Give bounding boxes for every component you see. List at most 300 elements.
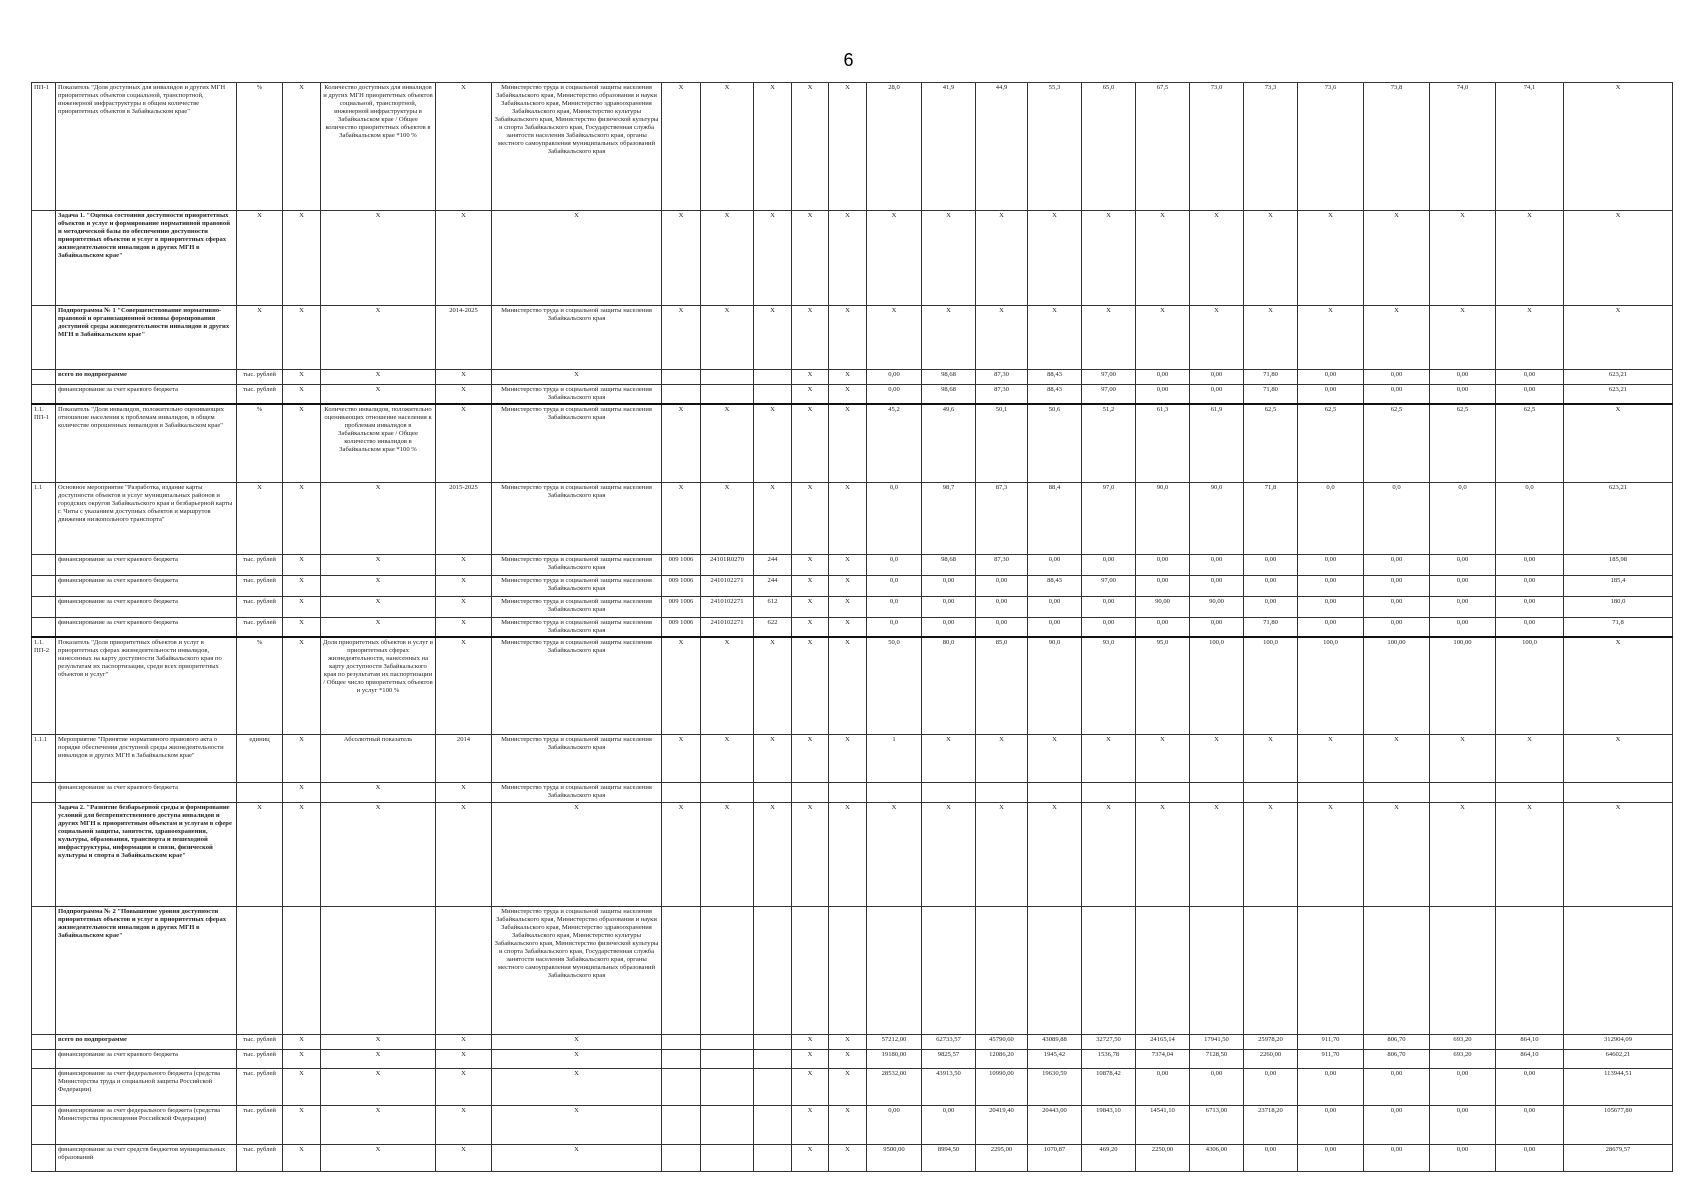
cell-calc-method: Х (321, 803, 436, 907)
cell-year-value-6: 90,0 (1136, 482, 1190, 554)
cell-year-value-4: 20443,00 (1028, 1106, 1082, 1145)
cell-responsible: Министерство труда и социальной защиты населения Забайкальского края (492, 385, 662, 405)
cell-row-code (32, 907, 56, 1035)
table-row (32, 803, 1673, 907)
cell-year-value-12: 0,00 (1496, 1145, 1564, 1172)
cell-year-value-5 (1082, 907, 1136, 1035)
cell-period: Х (436, 83, 492, 211)
cell-item-name: всего по подпрограмме (56, 1035, 237, 1050)
cell-kbk-type: 244 (754, 575, 792, 596)
table-row (32, 1145, 1673, 1172)
cell-year-value-7: 6713,00 (1190, 1106, 1244, 1145)
cell-year-value-2: 8994,50 (922, 1145, 976, 1172)
cell-total-value: Х (1564, 803, 1673, 907)
cell-year-value-5: 65,0 (1082, 83, 1136, 211)
cell-responsible: Министерство труда и социальной защиты населения Забайкальского края (492, 404, 662, 482)
cell-year-value-8: 25978,20 (1244, 1035, 1298, 1050)
cell-kbk-target: Х (701, 735, 754, 783)
cell-year-value-11: 0,00 (1430, 1145, 1496, 1172)
cell-year-value-4: 0,00 (1028, 554, 1082, 575)
cell-period: Х (436, 211, 492, 306)
cell-kbk-type: 612 (754, 596, 792, 617)
cell-year-value-11: Х (1430, 306, 1496, 370)
cell-col-x3: Х (829, 385, 867, 405)
cell-year-value-3: 12086,20 (976, 1050, 1028, 1069)
cell-row-code (32, 803, 56, 907)
cell-year-value-6 (1136, 783, 1190, 803)
cell-col-x1: Х (283, 575, 321, 596)
cell-year-value-6: Х (1136, 803, 1190, 907)
cell-year-value-3: 45790,60 (976, 1035, 1028, 1050)
cell-year-value-7: Х (1190, 211, 1244, 306)
cell-unit: Х (237, 211, 283, 306)
cell-responsible: Х (492, 1069, 662, 1106)
cell-year-value-8: Х (1244, 306, 1298, 370)
cell-year-value-2: 43913,50 (922, 1069, 976, 1106)
cell-year-value-10 (1364, 783, 1430, 803)
cell-year-value-7: 17941,50 (1190, 1035, 1244, 1050)
cell-year-value-12: 0,00 (1496, 554, 1564, 575)
cell-period: Х (436, 803, 492, 907)
cell-row-code (32, 575, 56, 596)
cell-year-value-11: 0,00 (1430, 370, 1496, 385)
cell-year-value-8: 0,00 (1244, 1145, 1298, 1172)
cell-year-value-1: 0,0 (867, 482, 922, 554)
cell-year-value-1: 28,0 (867, 83, 922, 211)
cell-year-value-9: 62,5 (1298, 404, 1364, 482)
table-row (32, 617, 1673, 637)
cell-kbk-type (754, 370, 792, 385)
cell-year-value-5: 10878,42 (1082, 1069, 1136, 1106)
cell-unit: тыс. рублей (237, 554, 283, 575)
cell-total-value: Х (1564, 637, 1673, 735)
table-row (32, 735, 1673, 783)
cell-responsible: Министерство труда и социальной защиты населения Забайкальского края (492, 735, 662, 783)
cell-year-value-8: Х (1244, 211, 1298, 306)
cell-col-x2: Х (792, 554, 829, 575)
cell-col-x3: Х (829, 1069, 867, 1106)
cell-total-value: Х (1564, 83, 1673, 211)
cell-col-x2: Х (792, 637, 829, 735)
cell-year-value-5: 97,00 (1082, 575, 1136, 596)
cell-kbk-section: 009 1006 (662, 596, 701, 617)
cell-kbk-target (701, 907, 754, 1035)
cell-unit: % (237, 404, 283, 482)
cell-kbk-target (701, 385, 754, 405)
cell-col-x3: Х (829, 1106, 867, 1145)
cell-responsible: Х (492, 370, 662, 385)
cell-year-value-12: 0,0 (1496, 482, 1564, 554)
cell-item-name: финансирование за счет краевого бюджета (56, 554, 237, 575)
cell-kbk-type: Х (754, 83, 792, 211)
cell-year-value-9: Х (1298, 211, 1364, 306)
cell-row-code (32, 596, 56, 617)
cell-col-x2: Х (792, 803, 829, 907)
cell-year-value-7: 100,0 (1190, 637, 1244, 735)
cell-year-value-1: 57212,00 (867, 1035, 922, 1050)
cell-year-value-3: 87,30 (976, 554, 1028, 575)
cell-col-x3: Х (829, 370, 867, 385)
cell-col-x3: Х (829, 617, 867, 637)
cell-responsible: Министерство труда и социальной защиты населения Забайкальского края, Министерство образования и науки Забайкальского края, Министерство здравоохранения Забайкальского края, Министерство культуры Забайкальского края, Министерство физической культуры и спорта Забайкальского края, Государственная служба занятости населения Забайкальского края, органы местного самоуправления муниципальных образований Забайкальского края (492, 83, 662, 211)
cell-col-x3: Х (829, 554, 867, 575)
cell-year-value-6: 0,00 (1136, 554, 1190, 575)
cell-year-value-2: 9825,57 (922, 1050, 976, 1069)
cell-period: Х (436, 783, 492, 803)
cell-year-value-12: 100,0 (1496, 637, 1564, 735)
cell-col-x1: Х (283, 211, 321, 306)
cell-period: Х (436, 1145, 492, 1172)
cell-col-x2: Х (792, 596, 829, 617)
cell-year-value-6: 14541,10 (1136, 1106, 1190, 1145)
cell-responsible: Министерство труда и социальной защиты населения Забайкальского края (492, 575, 662, 596)
cell-year-value-10: 62,5 (1364, 404, 1430, 482)
cell-year-value-1: 28532,00 (867, 1069, 922, 1106)
cell-year-value-11: 0,00 (1430, 1106, 1496, 1145)
cell-kbk-type: Х (754, 211, 792, 306)
cell-row-code: 1.1.1 (32, 735, 56, 783)
cell-row-code (32, 554, 56, 575)
cell-year-value-7: 0,00 (1190, 1069, 1244, 1106)
cell-item-name: финансирование за счет краевого бюджета (56, 617, 237, 637)
cell-kbk-type (754, 1050, 792, 1069)
cell-year-value-7: Х (1190, 306, 1244, 370)
cell-period: Х (436, 385, 492, 405)
cell-year-value-11 (1430, 907, 1496, 1035)
cell-col-x1: Х (283, 482, 321, 554)
cell-total-value (1564, 907, 1673, 1035)
cell-period: 2014 (436, 735, 492, 783)
cell-year-value-7 (1190, 783, 1244, 803)
cell-col-x3: Х (829, 1035, 867, 1050)
cell-year-value-3: 87,3 (976, 482, 1028, 554)
cell-kbk-type (754, 907, 792, 1035)
cell-row-code: 1.1 (32, 482, 56, 554)
cell-year-value-6: 7374,04 (1136, 1050, 1190, 1069)
cell-year-value-7: 7128,50 (1190, 1050, 1244, 1069)
cell-col-x1: Х (283, 1106, 321, 1145)
cell-total-value: Х (1564, 306, 1673, 370)
cell-year-value-3: 44,9 (976, 83, 1028, 211)
cell-year-value-11: Х (1430, 211, 1496, 306)
cell-row-code (32, 1145, 56, 1172)
cell-responsible: Министерство труда и социальной защиты населения Забайкальского края (492, 617, 662, 637)
cell-unit: тыс. рублей (237, 1069, 283, 1106)
cell-year-value-11: 0,0 (1430, 482, 1496, 554)
cell-kbk-target: Х (701, 306, 754, 370)
cell-calc-method: Доля приоритетных объектов и услуг в приоритетных сферах жизнедеятельности, нанесенных на карту доступности Забайкальского края по результатам их паспортизации / Общее число приоритетных объектов и услуг *100 % (321, 637, 436, 735)
cell-unit: тыс. рублей (237, 1145, 283, 1172)
cell-responsible: Х (492, 803, 662, 907)
cell-year-value-2: Х (922, 735, 976, 783)
cell-item-name: финансирование за счет федерального бюджета (средства Министерства труда и социальной защиты Российской Федерации) (56, 1069, 237, 1106)
cell-year-value-3: 2295,00 (976, 1145, 1028, 1172)
cell-period: Х (436, 637, 492, 735)
cell-col-x3: Х (829, 735, 867, 783)
cell-year-value-8: 23718,20 (1244, 1106, 1298, 1145)
cell-col-x3: Х (829, 306, 867, 370)
cell-year-value-4: 88,43 (1028, 370, 1082, 385)
cell-unit: тыс. рублей (237, 370, 283, 385)
cell-kbk-section (662, 783, 701, 803)
cell-col-x2: Х (792, 735, 829, 783)
cell-row-code: 1.1. ПП-1 (32, 404, 56, 482)
cell-col-x1: Х (283, 370, 321, 385)
cell-item-name: Показатель "Доля доступных для инвалидов и других МГН приоритетных объектов социальной, транспортной, инженерной инфраструктуры в общем количестве приоритетных объектов в Забайкальском крае" (56, 83, 237, 211)
cell-year-value-2: 98,68 (922, 554, 976, 575)
cell-col-x2: Х (792, 1069, 829, 1106)
cell-col-x3: Х (829, 83, 867, 211)
cell-total-value: 623,21 (1564, 482, 1673, 554)
cell-col-x3: Х (829, 404, 867, 482)
cell-year-value-3: 87,30 (976, 370, 1028, 385)
cell-kbk-target: 2410102271 (701, 617, 754, 637)
cell-kbk-type (754, 1106, 792, 1145)
cell-year-value-2: Х (922, 211, 976, 306)
cell-calc-method: Х (321, 1069, 436, 1106)
cell-calc-method: Х (321, 370, 436, 385)
cell-year-value-10: 0,00 (1364, 1145, 1430, 1172)
cell-kbk-section: Х (662, 211, 701, 306)
cell-kbk-section: Х (662, 482, 701, 554)
cell-col-x3 (829, 907, 867, 1035)
cell-year-value-7: 90,0 (1190, 482, 1244, 554)
cell-year-value-1 (867, 907, 922, 1035)
cell-total-value: 623,21 (1564, 385, 1673, 405)
cell-year-value-11: 0,00 (1430, 1069, 1496, 1106)
cell-col-x1: Х (283, 1050, 321, 1069)
cell-year-value-1: 45,2 (867, 404, 922, 482)
cell-kbk-section: Х (662, 83, 701, 211)
cell-year-value-5: 93,0 (1082, 637, 1136, 735)
cell-kbk-type (754, 1069, 792, 1106)
cell-year-value-3: 10990,00 (976, 1069, 1028, 1106)
cell-col-x3: Х (829, 575, 867, 596)
table-row (32, 404, 1673, 482)
cell-year-value-5: Х (1082, 306, 1136, 370)
cell-col-x2: Х (792, 83, 829, 211)
cell-year-value-9: 0,00 (1298, 385, 1364, 405)
cell-year-value-5: 97,00 (1082, 385, 1136, 405)
cell-kbk-section (662, 1069, 701, 1106)
cell-col-x1: Х (283, 83, 321, 211)
cell-kbk-target: Х (701, 482, 754, 554)
cell-kbk-target: 24101R0270 (701, 554, 754, 575)
cell-year-value-5: 0,00 (1082, 617, 1136, 637)
cell-year-value-2: Х (922, 803, 976, 907)
cell-year-value-4: 19630,59 (1028, 1069, 1082, 1106)
cell-year-value-2: 0,00 (922, 1106, 976, 1145)
cell-item-name: Подпрограмма № 2 "Повышение уровня доступности приоритетных объектов и услуг в приоритетных сферах жизнедеятельности инвалидов и других МГН в Забайкальском крае" (56, 907, 237, 1035)
cell-year-value-1: 50,0 (867, 637, 922, 735)
cell-year-value-3: 0,00 (976, 596, 1028, 617)
cell-year-value-10: 806,70 (1364, 1035, 1430, 1050)
cell-item-name: финансирование за счет средств бюджетов муниципальных образований (56, 1145, 237, 1172)
cell-year-value-3: 20419,40 (976, 1106, 1028, 1145)
cell-col-x3: Х (829, 211, 867, 306)
cell-year-value-1: 0,00 (867, 385, 922, 405)
table-row (32, 211, 1673, 306)
cell-year-value-10: 0,00 (1364, 575, 1430, 596)
cell-kbk-target (701, 783, 754, 803)
table-row (32, 575, 1673, 596)
cell-kbk-target: Х (701, 637, 754, 735)
cell-year-value-11: 0,00 (1430, 617, 1496, 637)
cell-kbk-type: Х (754, 803, 792, 907)
cell-item-name: Задача 2. "Развитие безбарьерной среды и формирование условий для беспрепятственного доступа инвалидов и других МГН к приоритетным объектам и услугам в сфере социальной защиты, занятости, здравоохранения, культуры, образования, транспорта и пешеходной инфраструктуры, информации и связи, физической культуры и спорта в Забайкальском крае" (56, 803, 237, 907)
cell-year-value-5: 32727,50 (1082, 1035, 1136, 1050)
cell-row-code (32, 1050, 56, 1069)
cell-year-value-8 (1244, 907, 1298, 1035)
cell-year-value-11: Х (1430, 735, 1496, 783)
cell-kbk-target: 2410102271 (701, 596, 754, 617)
cell-item-name: Мероприятие "Принятие нормативного правового акта о порядке обеспечения доступной среды жизнедеятельности инвалидов и других МГН в Забайкальском крае" (56, 735, 237, 783)
cell-year-value-10: 0,00 (1364, 1069, 1430, 1106)
cell-col-x3: Х (829, 637, 867, 735)
cell-year-value-2: 98,68 (922, 385, 976, 405)
cell-row-code (32, 370, 56, 385)
cell-total-value: 28679,57 (1564, 1145, 1673, 1172)
cell-year-value-12 (1496, 907, 1564, 1035)
cell-item-name: финансирование за счет краевого бюджета (56, 783, 237, 803)
cell-unit: % (237, 637, 283, 735)
cell-calc-method: Х (321, 783, 436, 803)
cell-year-value-3: Х (976, 306, 1028, 370)
cell-item-name: финансирование за счет федерального бюджета (средства Министерства просвещения Российской Федерации) (56, 1106, 237, 1145)
cell-year-value-6: Х (1136, 735, 1190, 783)
cell-year-value-9: 0,00 (1298, 554, 1364, 575)
cell-year-value-2: 41,9 (922, 83, 976, 211)
cell-responsible: Х (492, 1145, 662, 1172)
cell-col-x1: Х (283, 735, 321, 783)
cell-col-x2: Х (792, 385, 829, 405)
cell-unit (237, 907, 283, 1035)
cell-year-value-7: 73,0 (1190, 83, 1244, 211)
cell-row-code: 1.1. ПП-2 (32, 637, 56, 735)
cell-year-value-5: Х (1082, 735, 1136, 783)
cell-item-name: Показатель "Доля инвалидов, положительно оценивающих отношение населения к проблемам инвалидов, в общем количестве опрошенных инвалидов в Забайкальском крае" (56, 404, 237, 482)
cell-calc-method: Х (321, 1106, 436, 1145)
cell-year-value-9: Х (1298, 735, 1364, 783)
cell-year-value-3 (976, 907, 1028, 1035)
cell-year-value-9: 0,00 (1298, 1106, 1364, 1145)
cell-year-value-4: Х (1028, 803, 1082, 907)
cell-col-x2: Х (792, 370, 829, 385)
cell-year-value-1: 1 (867, 735, 922, 783)
cell-year-value-10: 0,00 (1364, 1106, 1430, 1145)
cell-year-value-9: 100,0 (1298, 637, 1364, 735)
cell-year-value-4: 0,00 (1028, 617, 1082, 637)
cell-col-x1: Х (283, 1069, 321, 1106)
cell-col-x2: Х (792, 306, 829, 370)
cell-col-x1: Х (283, 1035, 321, 1050)
cell-total-value: 185,98 (1564, 554, 1673, 575)
cell-calc-method: Х (321, 1145, 436, 1172)
cell-total-value: 71,8 (1564, 617, 1673, 637)
cell-year-value-3: 0,00 (976, 575, 1028, 596)
cell-year-value-6: 0,00 (1136, 385, 1190, 405)
cell-year-value-5: 97,0 (1082, 482, 1136, 554)
cell-total-value: 180,0 (1564, 596, 1673, 617)
cell-year-value-9 (1298, 907, 1364, 1035)
cell-year-value-7: 0,00 (1190, 385, 1244, 405)
cell-year-value-6 (1136, 907, 1190, 1035)
cell-year-value-2: 49,6 (922, 404, 976, 482)
cell-unit: тыс. рублей (237, 617, 283, 637)
cell-calc-method: Х (321, 1050, 436, 1069)
cell-kbk-type: Х (754, 306, 792, 370)
cell-year-value-5: 19843,10 (1082, 1106, 1136, 1145)
cell-year-value-2: 0,00 (922, 575, 976, 596)
cell-col-x1: Х (283, 803, 321, 907)
cell-col-x3 (829, 783, 867, 803)
cell-year-value-3: Х (976, 211, 1028, 306)
cell-unit: тыс. рублей (237, 1050, 283, 1069)
cell-year-value-2: 62733,57 (922, 1035, 976, 1050)
cell-responsible: Министерство труда и социальной защиты населения Забайкальского края (492, 783, 662, 803)
cell-unit: Х (237, 482, 283, 554)
cell-calc-method: Х (321, 617, 436, 637)
cell-year-value-8: 71,80 (1244, 370, 1298, 385)
cell-calc-method (321, 907, 436, 1035)
cell-year-value-5: 97,00 (1082, 370, 1136, 385)
cell-year-value-3: Х (976, 735, 1028, 783)
cell-year-value-10: 0,00 (1364, 370, 1430, 385)
cell-total-value: Х (1564, 404, 1673, 482)
cell-kbk-section (662, 1145, 701, 1172)
cell-year-value-11: 0,00 (1430, 385, 1496, 405)
cell-year-value-7: Х (1190, 803, 1244, 907)
table-row (32, 554, 1673, 575)
cell-year-value-6: 67,5 (1136, 83, 1190, 211)
cell-year-value-9: 0,00 (1298, 370, 1364, 385)
cell-unit (237, 783, 283, 803)
cell-period: Х (436, 1035, 492, 1050)
cell-year-value-8: 2260,00 (1244, 1050, 1298, 1069)
cell-item-name: Подпрограмма № 1 "Совершенствование нормативно-правовой и организационной основы формирования доступной среды жизнедеятельности инвалидов и других МГН в Забайкальском крае" (56, 306, 237, 370)
cell-year-value-7: 0,00 (1190, 575, 1244, 596)
cell-year-value-12: 0,00 (1496, 385, 1564, 405)
cell-year-value-9: Х (1298, 306, 1364, 370)
cell-kbk-section: Х (662, 637, 701, 735)
cell-year-value-12: 0,00 (1496, 1069, 1564, 1106)
cell-item-name: Задача 1. "Оценка состояния доступности приоритетных объектов и услуг и формирование нормативной правовой и методической базы по обеспечению доступности приоритетных объектов и услуг в приоритетных сферах жизнедеятельности инвалидов и других МГН в Забайкальском крае" (56, 211, 237, 306)
cell-kbk-section (662, 1035, 701, 1050)
cell-row-code (32, 1106, 56, 1145)
cell-year-value-8: Х (1244, 803, 1298, 907)
cell-kbk-section (662, 907, 701, 1035)
cell-kbk-section: Х (662, 803, 701, 907)
cell-total-value: 64602,21 (1564, 1050, 1673, 1069)
cell-total-value: 105677,80 (1564, 1106, 1673, 1145)
cell-year-value-11: 0,00 (1430, 575, 1496, 596)
cell-total-value: 185,4 (1564, 575, 1673, 596)
cell-item-name: финансирование за счет краевого бюджета (56, 575, 237, 596)
table-row (32, 1069, 1673, 1106)
cell-period (436, 907, 492, 1035)
cell-year-value-12: 74,1 (1496, 83, 1564, 211)
cell-responsible: Х (492, 1106, 662, 1145)
cell-year-value-3: 0,00 (976, 617, 1028, 637)
cell-year-value-1: 0,0 (867, 575, 922, 596)
cell-year-value-6: 61,3 (1136, 404, 1190, 482)
cell-calc-method: Количество инвалидов, положительно оценивающих отношение населения к проблемам инвалидов в Забайкальском крае / Общее количество инвалидов в Забайкальском крае *100 % (321, 404, 436, 482)
cell-year-value-11: 693,20 (1430, 1035, 1496, 1050)
cell-col-x1: Х (283, 404, 321, 482)
cell-year-value-12: 0,00 (1496, 370, 1564, 385)
cell-item-name: финансирование за счет краевого бюджета (56, 1050, 237, 1069)
cell-year-value-6: 0,00 (1136, 575, 1190, 596)
